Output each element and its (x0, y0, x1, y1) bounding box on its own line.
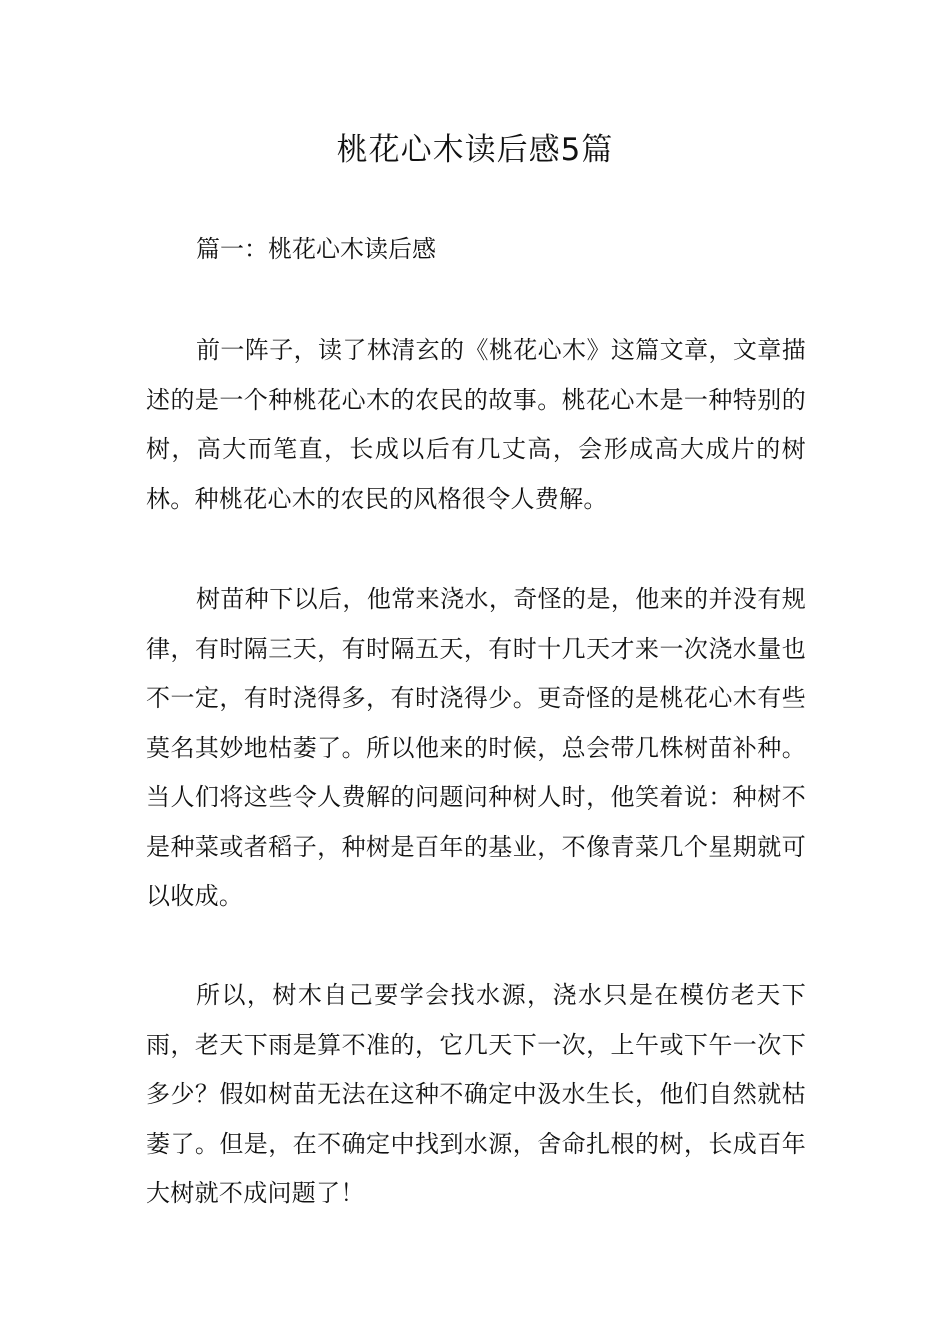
paragraph-1: 前一阵子，读了林清玄的《桃花心木》这篇文章，文章描述的是一个种桃花心木的农民的故事。桃花心木是一种特别的树，高大而笔直，长成以后有几丈高，会形成高大成片的树林。种桃花心木的农民的风格很令人费解。 (146, 336, 806, 513)
document-title: 桃花心木读后感5篇 (336, 132, 614, 168)
paragraph-2: 树苗种下以后，他常来浇水，奇怪的是，他来的并没有规律，有时隔三天，有时隔五天，有时十几天才来一次浇水量也不一定，有时浇得多，有时浇得少。更奇怪的是桃花心木有些莫名其妙地枯萎了。所以他来的时候，总会带几株树苗补种。当人们将这些令人费解的问题问种树人时，他笑着说：种树不是种菜或者稻子，种树是百年的基业，不像青菜几个星期就可以收成。 (146, 585, 806, 910)
paragraph-3: 所以，树木自己要学会找水源，浇水只是在模仿老天下雨，老天下雨是算不准的，它几天下一次，上午或下午一次下多少？假如树苗无法在这种不确定中汲水生长，他们自然就枯萎了。但是，在不确定中找到水源，舍命扎根的树，长成百年大树就不成问题了！ (146, 981, 806, 1207)
section-heading: 篇一：桃花心木读后感 (196, 235, 436, 263)
